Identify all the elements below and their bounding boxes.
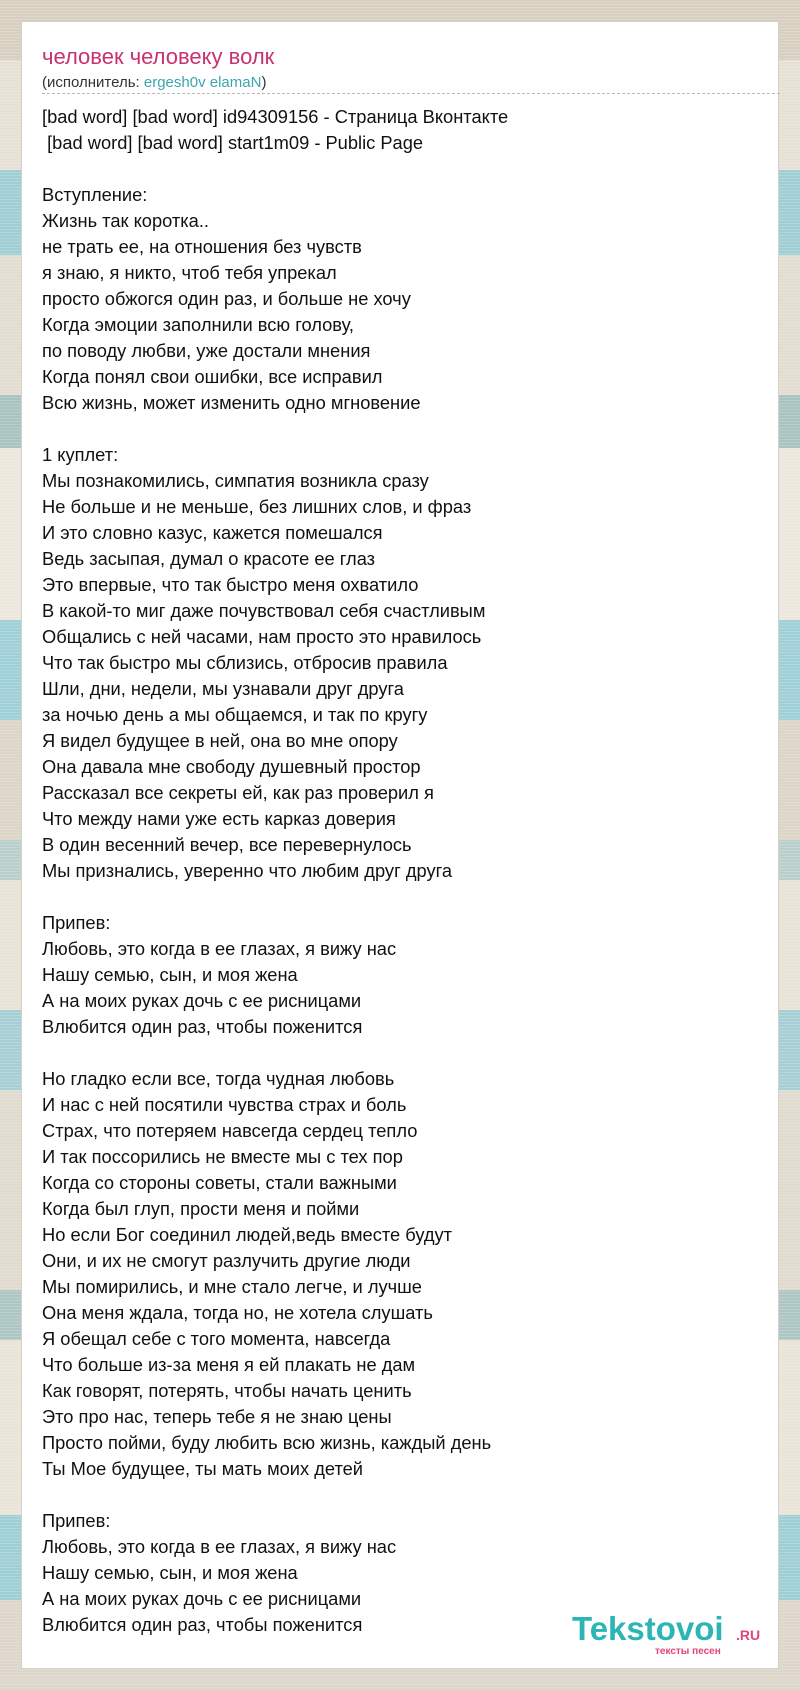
lyric-line: Любовь, это когда в ее глазах, я вижу нас [42, 1536, 397, 1557]
lyric-line: А на моих руках дочь с ее рисницами [42, 990, 362, 1011]
lyric-line: Мы признались, уверенно что любим друг друга [42, 860, 453, 881]
lyric-line: Нашу семью, сын, и моя жена [42, 964, 298, 985]
lyric-line: В какой-то миг даже почувствовал себя счастливым [42, 600, 486, 621]
lyrics-text [42, 104, 772, 1638]
lyric-line: Нашу семью, сын, и моя жена [42, 1562, 298, 1583]
lyric-line: Шли, дни, недели, мы узнавали друг друга [42, 678, 404, 699]
lyric-line: 1 куплет: [42, 444, 119, 465]
lyric-blank-line [42, 156, 772, 182]
lyric-line: Мы помирились, и мне стало легче, и лучше [42, 1276, 422, 1297]
lyric-line: И нас с ней посятили чувства страх и боль [42, 1094, 407, 1115]
lyric-line: Она давала мне свободу душевный простор [42, 756, 421, 777]
lyric-line: Припев: [42, 1510, 111, 1531]
lyric-line: Всю жизнь, может изменить одно мгновение [42, 392, 421, 413]
lyric-line: Когда со стороны советы, стали важными [42, 1172, 397, 1193]
logo-tld: .RU [736, 1627, 761, 1643]
lyric-blank-line [42, 884, 772, 910]
lyric-line: И это словно казус, кажется помешался [42, 522, 383, 543]
lyric-line: Рассказал все секреты ей, как раз проверил я [42, 782, 434, 803]
lyric-line: Она меня ждала, тогда но, не хотела слушать [42, 1302, 433, 1323]
lyric-line: Это впервые, что так быстро меня охватило [42, 574, 419, 595]
lyric-line: [bad word] [bad word] id94309156 - Страница Вконтакте [42, 106, 509, 127]
lyric-line: И так поссорились не вместе мы с тех пор [42, 1146, 403, 1167]
lyric-blank-line [42, 1040, 772, 1066]
lyric-line: В один весенний вечер, все перевернулось [42, 834, 412, 855]
lyric-line: не трать ее, на отношения без чувств [42, 236, 362, 257]
artist-link[interactable]: ergesh0v elamaN [143, 74, 262, 91]
lyric-line: Что больше из-за меня я ей плакать не дам [42, 1354, 416, 1375]
lyric-line: Припев: [42, 912, 111, 933]
lyric-line: Когда понял свои ошибки, все исправил [42, 366, 383, 387]
lyric-line: Ведь засыпая, думал о красоте ее глаз [42, 548, 376, 569]
lyric-line: Вступление: [42, 184, 148, 205]
lyric-line: Жизнь так коротка.. [42, 210, 209, 231]
lyric-blank-line [42, 416, 772, 442]
lyric-line: Страх, что потеряем навсегда сердец тепло [42, 1120, 418, 1141]
song-title: человек человеку волк [42, 44, 275, 69]
lyric-line: Влюбится один раз, чтобы поженится [42, 1016, 363, 1037]
lyric-line: Просто пойми, буду любить всю жизнь, каждый день [42, 1432, 492, 1453]
lyric-line: Как говорят, потерять, чтобы начать ценить [42, 1380, 412, 1401]
lyric-line: Любовь, это когда в ее глазах, я вижу нас [42, 938, 397, 959]
lyric-line: Это про нас, теперь тебе я не знаю цены [42, 1406, 392, 1427]
lyric-line: за ночью день а мы общаемся, и так по кругу [42, 704, 428, 725]
lyric-line: Когда эмоции заполнили всю голову, [42, 314, 354, 335]
logo-tagline: тексты песен [655, 1646, 721, 1657]
logo-name: Tekstovoi [572, 1610, 724, 1647]
lyric-line: [bad word] [bad word] start1m09 - Public Page [42, 132, 424, 153]
lyric-line: Но гладко если все, тогда чудная любовь [42, 1068, 395, 1089]
lyric-line: я знаю, я никто, чтоб тебя упрекал [42, 262, 337, 283]
lyric-line: Мы познакомились, симпатия возникла сразу [42, 470, 429, 491]
lyric-line: Что между нами уже есть карказ доверия [42, 808, 396, 829]
lyric-line: Я видел будущее в ней, она во мне опору [42, 730, 398, 751]
artist-prefix: (исполнитель: [42, 74, 144, 91]
lyric-line: просто обжогся один раз, и больше не хочу [42, 288, 411, 309]
lyric-line: Они, и их не смогут разлучить другие люди [42, 1250, 411, 1271]
lyric-line: Не больше и не меньше, без лишних слов, и фраз [42, 496, 472, 517]
lyric-line: А на моих руках дочь с ее рисницами [42, 1588, 362, 1609]
tekstovoi-logo[interactable] [570, 1604, 770, 1664]
lyric-line: Общались с ней часами, нам просто это нравилось [42, 626, 482, 647]
lyric-line: Ты Мое будущее, ты мать моих детей [42, 1458, 364, 1479]
lyric-line: Я обещал себе с того момента, навсегда [42, 1328, 391, 1349]
lyric-line: Влюбится один раз, чтобы поженится [42, 1614, 363, 1635]
lyric-line: по поводу любви, уже достали мнения [42, 340, 371, 361]
lyric-line: Но если Бог соединил людей,ведь вместе будут [42, 1224, 453, 1245]
lyric-line: Что так быстро мы сблизись, отбросив правила [42, 652, 448, 673]
lyric-line: Когда был глуп, прости меня и пойми [42, 1198, 360, 1219]
lyric-blank-line [42, 1482, 772, 1508]
lyrics-card [22, 22, 778, 1668]
header-divider [42, 93, 780, 94]
artist-line [42, 74, 266, 91]
artist-suffix: ) [261, 74, 267, 91]
